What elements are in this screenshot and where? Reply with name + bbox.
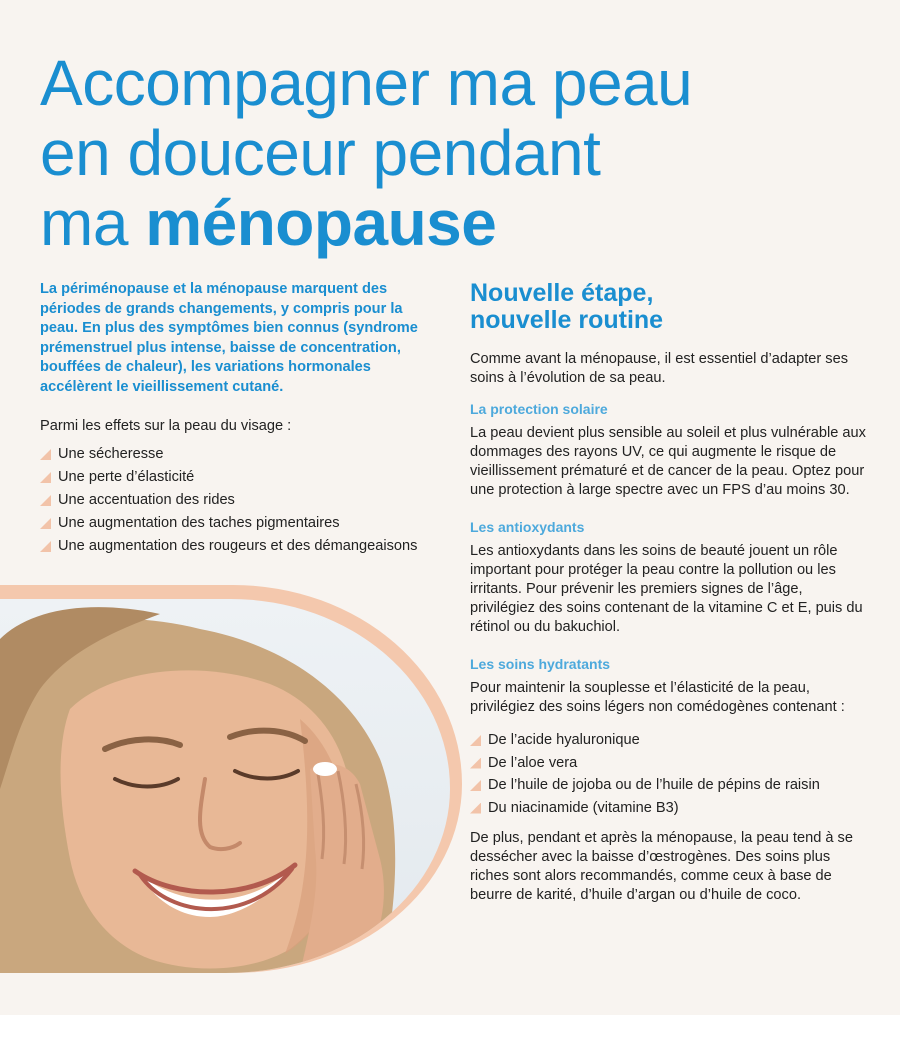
smiling-woman-illustration [0,599,450,973]
list-item [470,729,870,752]
routine-title-line-1: Nouvelle étape, [470,279,654,307]
triangle-bullet-icon [40,472,51,483]
list-item [470,797,870,820]
list-item-text: De l’acide hyaluronique [488,732,640,748]
photo-area [0,585,462,973]
hydrating-text: Pour maintenir la souplesse et l’élasticité de la peau, privilégiez des soins légers non comédogènes contenant : [470,680,845,715]
list-item-text: De l’huile de jojoba ou de l’huile de pépins de raisin [488,777,820,793]
list-item [40,489,450,512]
routine-intro: Comme avant la ménopause, il est essentiel d’adapter ses soins à l’évolution de sa peau. [470,351,849,386]
title-line-2: en douceur pendant [40,117,601,189]
list-item-text: Une accentuation des rides [58,492,235,508]
list-item-text: Une augmentation des taches pigmentaires [58,515,340,531]
list-item-text: Une augmentation des rougeurs et des démangeaisons [58,538,418,554]
list-item-text: Une perte d’élasticité [58,469,195,485]
hydrating-heading: Les soins hydratants [470,656,611,672]
antioxidants-text: Les antioxydants dans les soins de beauté jouent un rôle important pour protéger la peau contre la pollution ou les irritants. Pour prévenir les premiers signes de l’âge, privilégiez des soins contenant de la vitamine C et E, puis du rétinol ou du bakuchiol. [470,543,863,635]
page-title [40,48,860,258]
triangle-bullet-icon [40,495,51,506]
hydrating-list [470,729,870,819]
list-item-text: Une sécheresse [58,446,164,462]
title-line-3 [40,188,860,258]
hydrating-outro: De plus, pendant et après la ménopause, la peau tend à se dessécher avec la baisse d’œstrogènes. Des soins plus riches sont alors recommandés, comme ceux à base de beurre de karité, d’huile d’argan ou d’huile de coco. [470,830,853,903]
routine-column [470,280,870,905]
triangle-bullet-icon [40,518,51,529]
effects-list [40,443,450,558]
routine-title-line-2: nouvelle routine [470,306,664,334]
title-line-3-prefix: ma [40,187,146,259]
triangle-bullet-icon [470,803,481,814]
list-item [470,752,870,775]
list-item [40,512,450,535]
triangle-bullet-icon [470,780,481,791]
triangle-bullet-icon [40,541,51,552]
woman-applying-cream-photo [0,599,450,973]
effects-lead: Parmi les effets sur la peau du visage : [40,418,292,434]
list-item-text: Du niacinamide (vitamine B3) [488,799,679,816]
antioxidants-heading: Les antioxydants [470,519,585,535]
title-line-3-bold: ménopause [145,187,497,259]
list-item [40,535,450,558]
list-item [40,466,450,489]
intro-paragraph: La périménopause et la ménopause marquent des périodes de grands changements, y compris pour la peau. En plus des symptômes bien connus (syndrome prémenstruel plus intense, baisse de concentration, bouffées de chaleur), les variations hormonales accélèrent le vieillissement cutané. [40,281,418,395]
title-line-1: Accompagner ma peau [40,47,693,119]
sun-protection-text: La peau devient plus sensible au soleil et plus vulnérable aux dommages des rayons UV, ce qui augmente le risque de vieillissement prématuré et de cancer de la peau. Optez pour une protection à large spectre avec un FPS d’au moins 30. [470,425,866,498]
triangle-bullet-icon [470,758,481,769]
routine-title [470,280,870,334]
list-item [40,443,450,466]
triangle-bullet-icon [470,735,481,746]
sun-protection-heading: La protection solaire [470,401,608,417]
triangle-bullet-icon [40,449,51,460]
list-item [470,774,870,797]
list-item-text: De l’aloe vera [488,754,578,771]
